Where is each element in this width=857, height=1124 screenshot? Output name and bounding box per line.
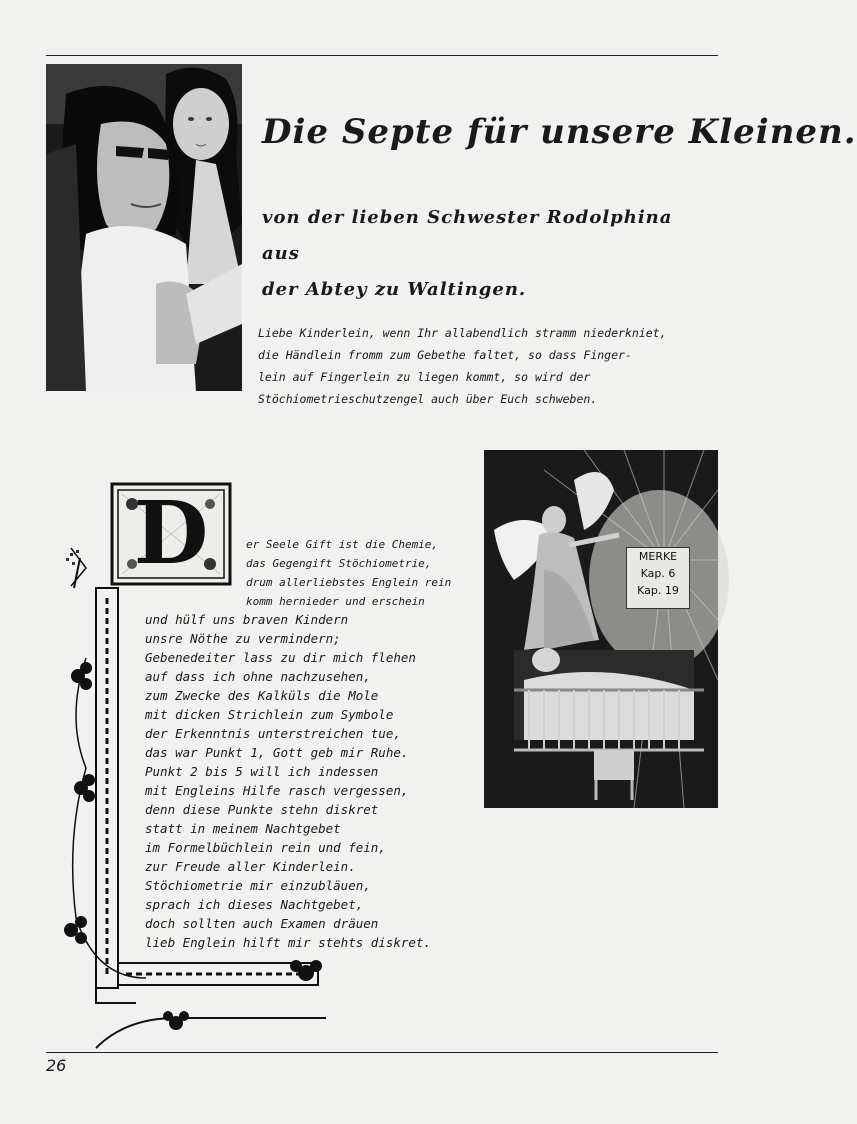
intro-line: die Händlein fromm zum Gebethe faltet, so dass Finger- bbox=[258, 348, 632, 362]
poem-line: denn diese Punkte stehn diskret bbox=[145, 802, 379, 817]
poem-line: Gebenedeiter lass zu dir mich flehen bbox=[145, 650, 416, 665]
byline-line-1: von der lieben Schwester Rodolphina aus bbox=[262, 207, 673, 264]
initial-letter: D bbox=[133, 483, 209, 584]
merke-label: MERKE bbox=[638, 550, 678, 563]
byline bbox=[262, 200, 702, 308]
intro-line: Liebe Kinderlein, wenn Ihr allabendlich stramm niederkniet, bbox=[258, 326, 667, 340]
poem-line: und hülf uns braven Kindern bbox=[145, 612, 349, 627]
merke-scroll bbox=[626, 547, 690, 609]
merke-chapter-1: Kap. 6 bbox=[640, 567, 676, 580]
page-number: 26 bbox=[46, 1056, 67, 1075]
poem-line: zum Zwecke des Kalküls die Mole bbox=[145, 688, 379, 703]
merke-chapter-2: Kap. 19 bbox=[637, 584, 679, 597]
nun-photo-illustration bbox=[46, 64, 242, 391]
poem-top-lines bbox=[246, 535, 451, 611]
poem-line: Punkt 2 bis 5 will ich indessen bbox=[145, 764, 379, 779]
poem-line: mit dicken Strichlein zum Symbole bbox=[145, 707, 394, 722]
poem-line: das Gegengift Stöchiometrie, bbox=[246, 557, 432, 570]
poem-line: im Formelbüchlein rein und fein, bbox=[145, 840, 386, 855]
page-title: Die Septe für unsere Kleinen. bbox=[262, 112, 857, 152]
poem-line: unsre Nöthe zu vermindern; bbox=[145, 631, 341, 646]
poem-line: Stöchiometrie mir einzubläuen, bbox=[145, 878, 371, 893]
top-rule bbox=[46, 55, 718, 56]
poem-line: mit Engleins Hilfe rasch vergessen, bbox=[145, 783, 409, 798]
decorated-initial bbox=[112, 484, 230, 584]
poem-main-lines bbox=[145, 610, 431, 952]
intro-line: Stöchiometrieschutzengel auch über Euch schweben. bbox=[258, 392, 598, 406]
nun-photo bbox=[46, 64, 242, 391]
poem-line: der Erkenntnis unterstreichen tue, bbox=[145, 726, 401, 741]
poem-line: sprach ich dieses Nachtgebet, bbox=[145, 897, 364, 912]
poem-line: das war Punkt 1, Gott geb mir Ruhe. bbox=[145, 745, 409, 760]
poem-line: doch sollten auch Examen dräuen bbox=[145, 916, 379, 931]
poem-line: statt in meinem Nachtgebet bbox=[145, 821, 341, 836]
poem-line: zur Freude aller Kinderlein. bbox=[145, 859, 356, 874]
intro-line: lein auf Fingerlein zu liegen kommt, so wird der bbox=[258, 370, 591, 384]
poem-line: er Seele Gift ist die Chemie, bbox=[246, 538, 439, 551]
guardian-angel-illustration bbox=[484, 450, 718, 808]
poem-line: lieb Englein hilft mir stehts diskret. bbox=[145, 935, 431, 950]
poem-line: komm hernieder und erschein bbox=[246, 595, 425, 608]
poem-line: auf dass ich ohne nachzusehen, bbox=[145, 669, 371, 684]
bottom-rule bbox=[46, 1052, 718, 1053]
byline-line-2: der Abtey zu Waltingen. bbox=[262, 279, 527, 300]
angel-scene bbox=[484, 450, 718, 808]
poem-line: drum allerliebstes Englein rein bbox=[246, 576, 452, 589]
intro-paragraph bbox=[258, 322, 716, 410]
